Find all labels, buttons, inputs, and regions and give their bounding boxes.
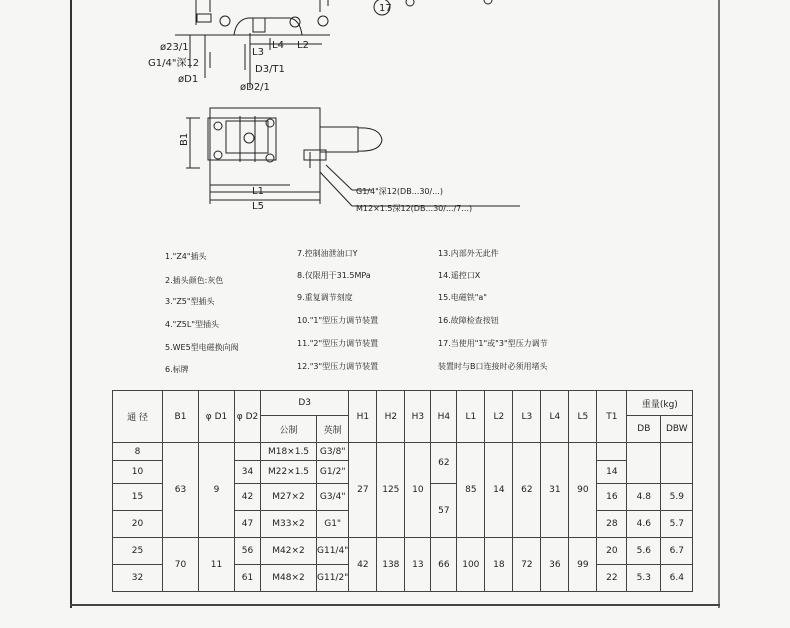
header-cell: φ D2 (235, 391, 261, 443)
note-item: 3."Z5"型插头 (165, 297, 215, 306)
table-cell: 5.9 (661, 484, 693, 511)
table-cell: 16 (597, 484, 627, 511)
note-item: 14.遥控口X (438, 271, 481, 280)
note-item: 5.WE5型电磁换向阀 (165, 343, 239, 352)
table-cell: 47 (235, 511, 261, 538)
note-item: 7.控制油泄油口Y (297, 249, 358, 258)
header-cell: L4 (541, 391, 569, 443)
header-cell: L3 (513, 391, 541, 443)
header-cell: H4 (431, 391, 457, 443)
table-cell: 42 (235, 484, 261, 511)
table-cell: 36 (541, 538, 569, 592)
dimension-table (112, 390, 693, 592)
table-cell: 138 (377, 538, 405, 592)
table-cell: 20 (113, 511, 163, 538)
label-d2: øD2/1 (240, 82, 270, 93)
table-cell: M22×1.5 (261, 461, 317, 484)
note-item: 11."2"型压力调节装置 (297, 339, 379, 348)
table-cell: G3/4" (317, 484, 349, 511)
table-cell: 62 (513, 443, 541, 538)
table-cell: 9 (199, 443, 235, 538)
header-cell: 通 径 (113, 391, 163, 443)
note-item: 12."3"型压力调节装置 (297, 362, 379, 371)
table-cell: 28 (597, 511, 627, 538)
table-cell: M33×2 (261, 511, 317, 538)
table-cell (235, 443, 261, 461)
header-cell: H1 (349, 391, 377, 443)
label-g14: G1/4"深12 (148, 58, 200, 69)
table-cell: G11/4" (317, 538, 349, 565)
table-cell: 85 (457, 443, 485, 538)
table-cell: 8 (113, 443, 163, 461)
label-d3-t1: D3/T1 (255, 64, 285, 75)
table-cell: G11/2" (317, 565, 349, 592)
note-item: 10."1"型压力调节装置 (297, 316, 379, 325)
header-cell: B1 (163, 391, 199, 443)
label-d1: øD1 (178, 74, 199, 85)
table-cell: 100 (457, 538, 485, 592)
table-cell: M18×1.5 (261, 443, 317, 461)
header-cell: L2 (485, 391, 513, 443)
table-cell: 32 (113, 565, 163, 592)
table-cell (597, 443, 627, 461)
label-l3: L3 (252, 47, 264, 58)
note-item: 16.故障检查按钮 (438, 316, 499, 325)
header-cell: L1 (457, 391, 485, 443)
label-d23: ø23/1 (160, 42, 189, 53)
callout-port-2: M12×1.5深12(DB...30/.../7...) (356, 204, 473, 213)
page-border-bottom (70, 604, 720, 606)
table-cell: 125 (377, 443, 405, 538)
label-l5: L5 (252, 201, 264, 212)
header-cell: 公制 (261, 416, 317, 443)
table-cell: 42 (349, 538, 377, 592)
table-cell: M42×2 (261, 538, 317, 565)
table-cell: 20 (597, 538, 627, 565)
table-cell: 5.7 (661, 511, 693, 538)
header-cell: 英制 (317, 416, 349, 443)
table-cell: 70 (163, 538, 199, 592)
table-cell: 6.4 (661, 565, 693, 592)
label-l1: L1 (252, 186, 264, 197)
table-cell: G1" (317, 511, 349, 538)
table-cell: 31 (541, 443, 569, 538)
note-item: 8.仅限用于31.5MPa (297, 271, 371, 280)
table-cell: 61 (235, 565, 261, 592)
table-cell: M48×2 (261, 565, 317, 592)
table-cell: 62 (431, 443, 457, 484)
header-cell: H2 (377, 391, 405, 443)
table-cell: 72 (513, 538, 541, 592)
label-b1: B1 (179, 132, 190, 146)
note-item: 2.插头颜色:灰色 (165, 276, 224, 285)
note-item: 13.内部外无此件 (438, 249, 499, 258)
note-item: 4."Z5L"型插头 (165, 320, 220, 329)
table-cell: 27 (349, 443, 377, 538)
header-cell: φ D1 (199, 391, 235, 443)
header-cell: T1 (597, 391, 627, 443)
table-cell: 10 (405, 443, 431, 538)
table-cell (627, 443, 661, 484)
header-cell: L5 (569, 391, 597, 443)
table-cell: 14 (485, 443, 513, 538)
table-cell: G1/2" (317, 461, 349, 484)
table-cell: 18 (485, 538, 513, 592)
table-cell: 66 (431, 538, 457, 592)
table-cell: 6.7 (661, 538, 693, 565)
header-cell: 重量(kg) (627, 391, 693, 416)
label-l4: L4 (272, 40, 284, 51)
table-cell: M27×2 (261, 484, 317, 511)
callout-number: 17 (379, 3, 392, 14)
note-item: 1."Z4"插头 (165, 252, 207, 261)
table-row (113, 443, 693, 461)
table-cell: 4.6 (627, 511, 661, 538)
note-item: 17.当使用"1"或"3"型压力调节 (438, 339, 548, 348)
label-l2: L2 (297, 40, 309, 51)
table-cell: 4.8 (627, 484, 661, 511)
table-cell: 10 (113, 461, 163, 484)
header-cell: H3 (405, 391, 431, 443)
table-cell: 63 (163, 443, 199, 538)
table-cell: 15 (113, 484, 163, 511)
table-cell: 90 (569, 443, 597, 538)
header-cell: DBW (661, 416, 693, 443)
table-cell: 14 (597, 461, 627, 484)
table-cell: 13 (405, 538, 431, 592)
technical-drawing (0, 0, 790, 240)
note-item: 装置时与B口连接时必须用堵头 (438, 362, 548, 371)
table-cell: 99 (569, 538, 597, 592)
note-item: 15.电磁铁"a" (438, 293, 487, 302)
header-cell: DB (627, 416, 661, 443)
table-cell: G3/8" (317, 443, 349, 461)
note-item: 6.标牌 (165, 365, 189, 374)
table-row (113, 538, 693, 565)
table-cell: 34 (235, 461, 261, 484)
header-cell: D3 (261, 391, 349, 416)
table-cell: 5.3 (627, 565, 661, 592)
table-cell (661, 443, 693, 484)
table-cell: 5.6 (627, 538, 661, 565)
table-cell: 11 (199, 538, 235, 592)
table-cell: 25 (113, 538, 163, 565)
table-cell: 56 (235, 538, 261, 565)
callout-port-1: G1/4"深12(DB...30/...) (356, 187, 443, 196)
table-cell: 57 (431, 484, 457, 538)
note-item: 9.重复调节刻度 (297, 293, 353, 302)
table-cell: 22 (597, 565, 627, 592)
